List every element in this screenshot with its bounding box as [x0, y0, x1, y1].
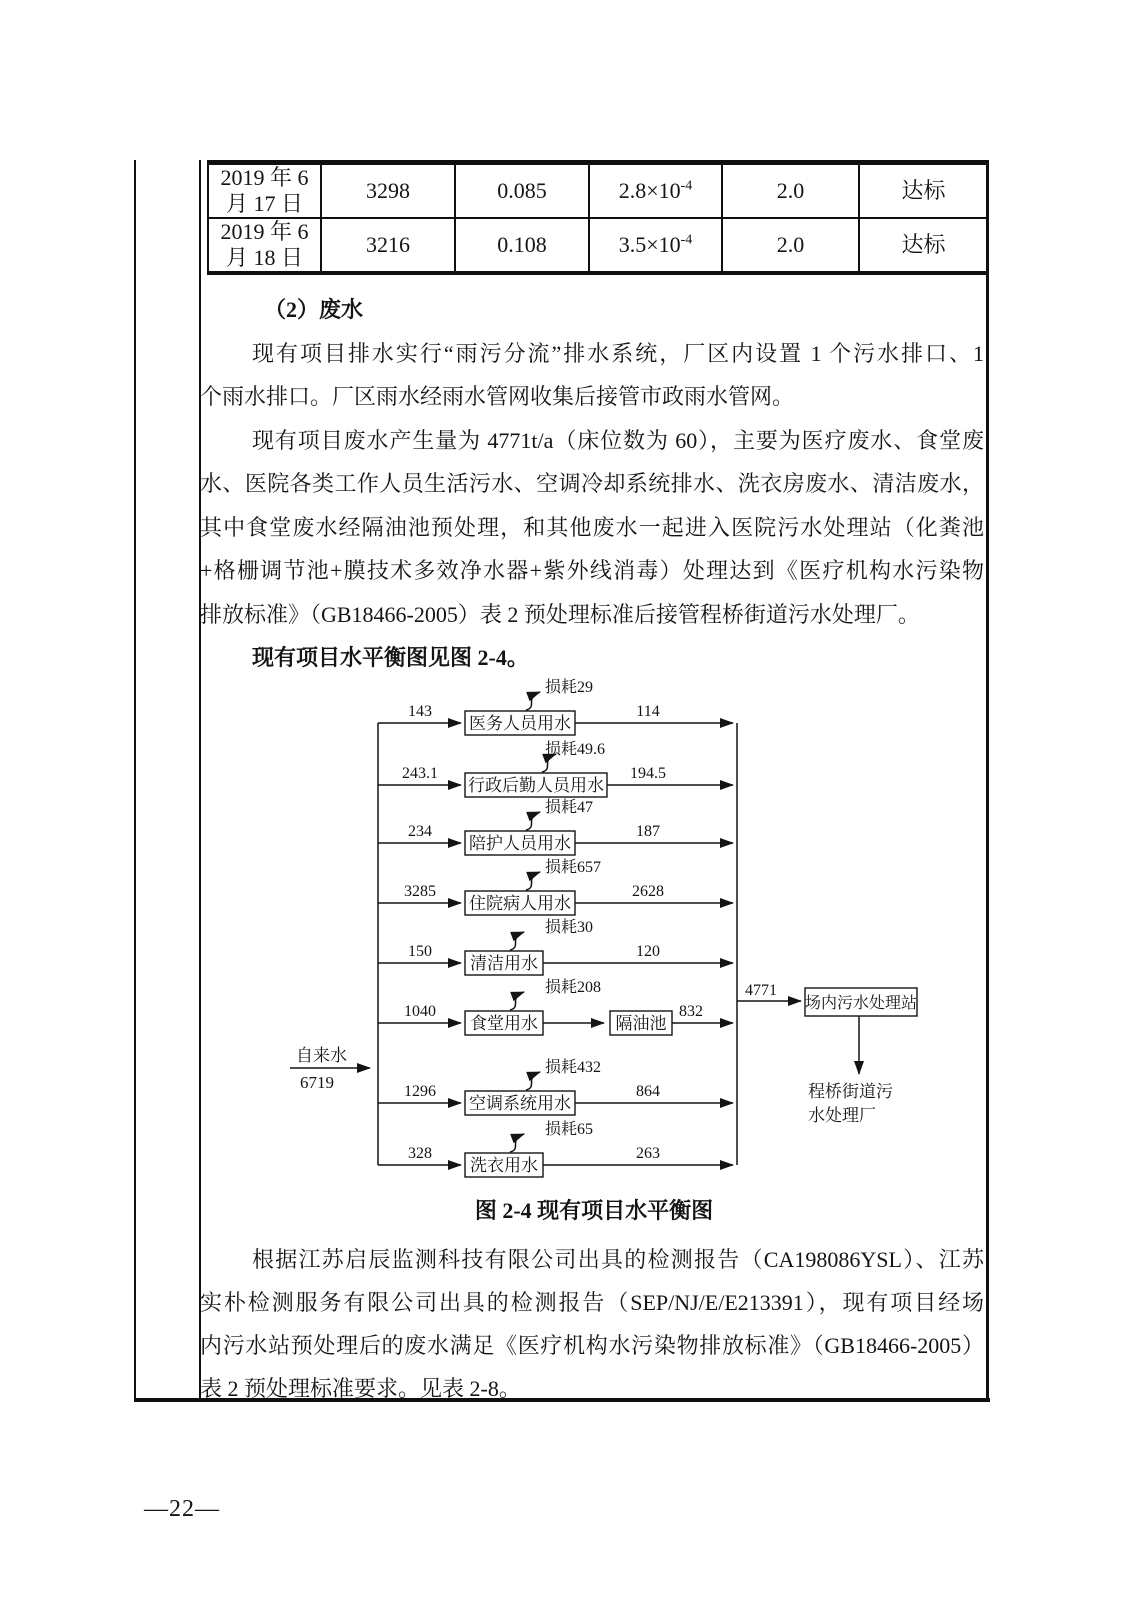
- table-cell: [454, 219, 588, 271]
- water-balance-diagram: [280, 650, 960, 1210]
- table-cell-line: $3.5\times 10^{-4}$: [618, 232, 693, 257]
- text-line: 表 2 预处理标准要求。见表 2-8。: [200, 1376, 521, 1401]
- collector-total: 4771: [745, 982, 777, 999]
- outflow-value: 832: [679, 1003, 703, 1020]
- table-cell-line: 2019 年 6: [220, 165, 309, 190]
- table-cell: [721, 219, 858, 271]
- outflow-value: 864: [636, 1083, 660, 1100]
- figure-caption: 图 2-4 现有项目水平衡图: [474, 1198, 714, 1223]
- outflow-value: 194.5: [630, 765, 666, 782]
- text-line: 内污水站预处理后的废水满足《医疗机构水污染物排放标准》（GB18466-2005）: [200, 1333, 984, 1358]
- loss-label: 损耗29: [545, 679, 594, 696]
- table-cell-line: 2.0: [776, 178, 805, 203]
- table-cell-line: 达标: [901, 178, 946, 203]
- flow-box-label: 空调系统用水: [469, 1094, 571, 1113]
- superscript: -4: [680, 178, 693, 194]
- source-value: 6719: [300, 1073, 334, 1092]
- loss-arrow: [510, 1134, 524, 1152]
- table-cell: [320, 165, 454, 217]
- table-cell: [588, 219, 721, 271]
- loss-label: 损耗47: [545, 799, 594, 816]
- table-cell-line: 3216: [366, 232, 410, 257]
- text-line: 现有项目废水产生量为 4771t/a（床位数为 60），主要为医疗废水、食堂废: [252, 427, 984, 453]
- text-line: 实朴检测服务有限公司出具的检测报告（SEP/NJ/E/E213391），现有项目经场: [200, 1290, 984, 1315]
- flow-box-label: 行政后勤人员用水: [468, 776, 604, 795]
- text-line: 其中食堂废水经隔油池预处理，和其他废水一起进入医院污水处理站（化粪池: [200, 514, 984, 540]
- table-row: [209, 217, 987, 271]
- outflow-value: 2628: [632, 883, 664, 900]
- flow-box-label: 洗衣用水: [470, 1156, 538, 1175]
- inflow-value: 243.1: [402, 765, 438, 782]
- flow-box-label: 清洁用水: [470, 954, 538, 973]
- plant-box-label: 场内污水处理站: [804, 995, 918, 1012]
- table-cell: [320, 219, 454, 271]
- table-row: [209, 165, 987, 217]
- flow-box-label: 陪护人员用水: [469, 834, 571, 853]
- table-cell-line: 0.108: [497, 232, 547, 257]
- loss-label: 损耗30: [545, 919, 594, 936]
- text-line: 根据江苏启辰监测科技有限公司出具的检测报告（CA198086YSL）、江苏: [252, 1247, 984, 1272]
- text-line: 个雨水排口。厂区雨水经雨水管网收集后接管市政雨水管网。: [200, 384, 795, 409]
- loss-arrow: [510, 932, 524, 950]
- page-number: —22—: [144, 1496, 220, 1522]
- inflow-value: 143: [408, 703, 432, 720]
- loss-label: 损耗49.6: [545, 741, 606, 758]
- text-line: （2）废水: [264, 297, 364, 322]
- monitoring-table: [207, 160, 989, 275]
- text-line: 排放标准》（GB18466-2005）表 2 预处理标准后接管程桥街道污水处理厂。: [200, 601, 920, 627]
- flow-box-label: 医务人员用水: [469, 714, 571, 733]
- loss-arrow: [510, 992, 524, 1010]
- loss-arrow: [526, 1072, 540, 1090]
- loss-arrow: [526, 872, 540, 890]
- loss-label: 损耗208: [545, 979, 602, 996]
- table-cell: [209, 165, 320, 217]
- superscript: -4: [680, 232, 693, 248]
- frame-left-border: [134, 160, 136, 1402]
- outflow-value: 114: [636, 703, 660, 720]
- table-cell-line: 2.0: [776, 232, 805, 257]
- source-label: 自来水: [296, 1046, 347, 1065]
- inflow-value: 1296: [404, 1083, 436, 1100]
- loss-label: 损耗432: [545, 1059, 602, 1076]
- inflow-value: 328: [408, 1145, 432, 1162]
- body-text-top: [200, 288, 988, 680]
- table-cell: [454, 165, 588, 217]
- flow-box-label: 食堂用水: [470, 1014, 538, 1033]
- table-cell-line: $2.8\times 10^{-4}$: [618, 178, 693, 203]
- table-cell-line: 月 17 日: [225, 191, 303, 216]
- outflow-value: 263: [636, 1145, 660, 1162]
- text-line: +格栅调节池+膜技术多效净水器+紫外线消毒）处理达到《医疗机构水污染物: [200, 558, 984, 583]
- table-cell: [858, 165, 987, 217]
- inflow-value: 1040: [404, 1003, 436, 1020]
- table-cell-line: 达标: [901, 232, 946, 257]
- outflow-value: 187: [636, 823, 660, 840]
- table-cell-line: 3298: [366, 178, 410, 203]
- table-cell: [858, 219, 987, 271]
- loss-arrow: [526, 692, 540, 710]
- loss-label: 损耗657: [545, 859, 602, 876]
- body-text-bottom: [200, 1238, 988, 1410]
- table-cell-line: 月 18 日: [225, 245, 303, 270]
- text-line: 现有项目排水实行“雨污分流”排水系统，厂区内设置 1 个污水排口、1: [252, 340, 984, 366]
- outflow-value: 120: [636, 943, 660, 960]
- destination-line1: 程桥街道污: [808, 1082, 893, 1101]
- loss-arrow: [526, 812, 540, 830]
- inflow-value: 3285: [404, 883, 436, 900]
- loss-label: 损耗65: [545, 1121, 594, 1138]
- inflow-value: 150: [408, 943, 432, 960]
- flow-box-label: 住院病人用水: [469, 894, 571, 913]
- text-line: 现有项目水平衡图见图 2-4。: [252, 645, 529, 670]
- table-cell-line: 2019 年 6: [220, 219, 309, 244]
- table-cell: [209, 219, 320, 271]
- inflow-value: 234: [408, 823, 432, 840]
- mid-box-label: 隔油池: [615, 1014, 667, 1033]
- table-cell: [721, 165, 858, 217]
- destination-line2: 水处理厂: [808, 1106, 876, 1125]
- table-cell: [588, 165, 721, 217]
- text-line: 水、医院各类工作人员生活污水、空调冷却系统排水、洗衣房废水、清洁废水，: [200, 471, 984, 496]
- table-cell-line: 0.085: [497, 178, 547, 203]
